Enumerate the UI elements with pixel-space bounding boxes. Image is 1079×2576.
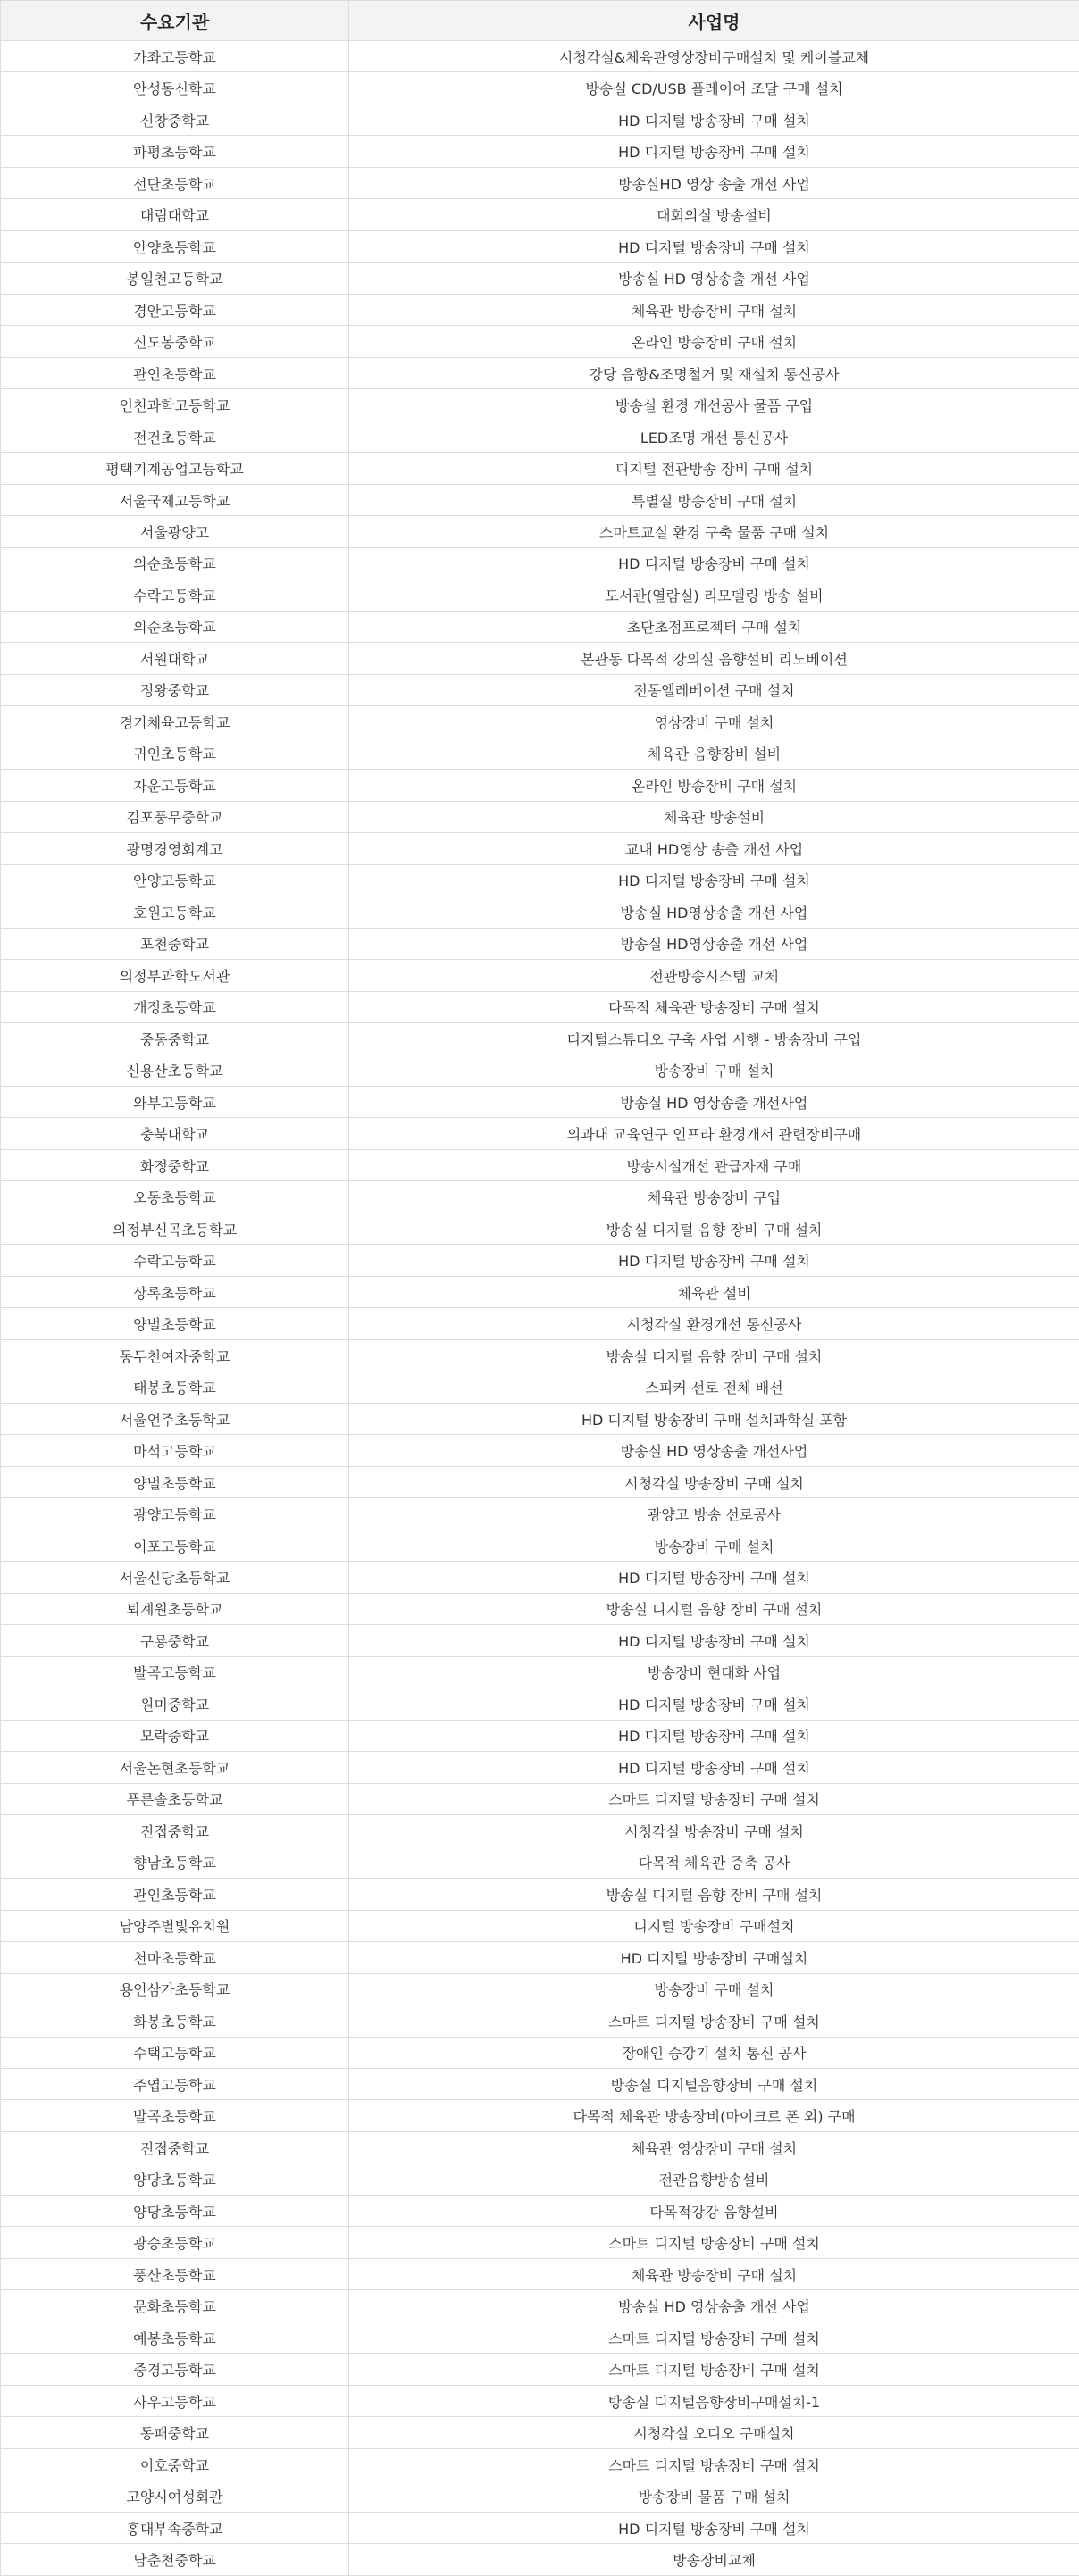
- table-row: [1, 579, 1079, 611]
- project-cell: HD 디지털 방송장비 구매 설치: [349, 1625, 1079, 1656]
- agency-cell: 관인초등학교: [1, 357, 349, 388]
- agency-cell: 고양시여성회관: [1, 2480, 349, 2512]
- table-row: [1, 674, 1079, 705]
- table-row: [1, 706, 1079, 738]
- table-row: [1, 1308, 1079, 1339]
- agency-cell: 귀인초등학교: [1, 738, 349, 769]
- project-cell: 다목적 체육관 방송장비 구매 설치: [349, 991, 1079, 1022]
- project-cell: 장애인 승강기 설치 통신 공사: [349, 2037, 1079, 2068]
- project-cell: 방송장비 구매 설치: [349, 1055, 1079, 1086]
- table-row: [1, 960, 1079, 991]
- table-row: [1, 611, 1079, 642]
- project-cell: 방송실 HD영상송출 개선 사업: [349, 928, 1079, 959]
- project-cell: 의과대 교육연구 인프라 환경개서 관련장비구매: [349, 1118, 1079, 1149]
- project-cell: 디지털스튜디오 구축 사업 시행 - 방송장비 구입: [349, 1023, 1079, 1055]
- project-cell: 방송시설개선 관급자재 구매: [349, 1149, 1079, 1180]
- agency-cell: 신창중학교: [1, 104, 349, 135]
- agency-cell: 전건초등학교: [1, 421, 349, 452]
- project-cell: HD 디지털 방송장비 구매 설치과학실 포함: [349, 1403, 1079, 1434]
- table-row: [1, 263, 1079, 294]
- agency-cell: 상록초등학교: [1, 1276, 349, 1307]
- agency-cell: 태봉초등학교: [1, 1371, 349, 1403]
- project-cell: 스마트 디지털 방송장비 구매 설치: [349, 2005, 1079, 2037]
- agency-cell: 정왕중학교: [1, 674, 349, 705]
- project-cell: 스마트교실 환경 구축 물품 구매 설치: [349, 516, 1079, 547]
- table-row: [1, 1720, 1079, 1751]
- project-cell: 방송실 디지털음향장비구매설치-1: [349, 2385, 1079, 2416]
- table-row: [1, 136, 1079, 167]
- project-cell: HD 디지털 방송장비 구매 설치: [349, 1720, 1079, 1751]
- table-row: [1, 1973, 1079, 2005]
- agency-cell: 예봉초등학교: [1, 2322, 349, 2353]
- agency-cell: 안양고등학교: [1, 864, 349, 896]
- project-cell: 방송장비 구매 설치: [349, 1973, 1079, 2005]
- project-cell: 시청각실&체육관영상장비구매설치 및 케이블교체: [349, 41, 1079, 72]
- table-row: [1, 991, 1079, 1022]
- table-row: [1, 1055, 1079, 1086]
- table-row: [1, 1688, 1079, 1720]
- project-cell: HD 디지털 방송장비 구매 설치: [349, 547, 1079, 579]
- agency-cell: 서원대학교: [1, 643, 349, 674]
- agency-cell: 와부고등학교: [1, 1086, 349, 1117]
- table-row: [1, 2100, 1079, 2131]
- table-row: [1, 2385, 1079, 2416]
- table-row: [1, 2069, 1079, 2100]
- table-row: [1, 770, 1079, 801]
- agency-cell: 안양초등학교: [1, 230, 349, 262]
- project-cell: 스마트 디지털 방송장비 구매 설치: [349, 2448, 1079, 2480]
- table-row: [1, 2480, 1079, 2512]
- project-cell: 디지털 방송장비 구매설치: [349, 1910, 1079, 1941]
- table-row: [1, 1910, 1079, 1941]
- table-body: [1, 41, 1079, 2576]
- agency-cell: 발곡고등학교: [1, 1656, 349, 1688]
- table-row: [1, 2512, 1079, 2543]
- project-cell: HD 디지털 방송장비 구매 설치: [349, 136, 1079, 167]
- agency-cell: 남양주별빛유치원: [1, 1910, 349, 1941]
- table-row: [1, 1403, 1079, 1434]
- agency-cell: 봉일천고등학교: [1, 263, 349, 294]
- project-cell: 스피커 선로 전체 배선: [349, 1371, 1079, 1403]
- table-row: [1, 72, 1079, 104]
- table-row: [1, 1783, 1079, 1814]
- table-row: [1, 1530, 1079, 1561]
- table-row: [1, 2417, 1079, 2448]
- table-row: [1, 2290, 1079, 2322]
- table-row: [1, 2448, 1079, 2480]
- agency-cell: 진접중학교: [1, 2131, 349, 2163]
- project-cell: 스마트 디지털 방송장비 구매 설치: [349, 2354, 1079, 2385]
- project-cell: 방송실 디지털 음향 장비 구매 설치: [349, 1339, 1079, 1371]
- agency-cell: 광양고등학교: [1, 1498, 349, 1530]
- table-row: [1, 896, 1079, 928]
- table-row: [1, 1245, 1079, 1276]
- project-cell: 체육관 방송장비 구입: [349, 1181, 1079, 1213]
- agency-cell: 평택기계공업고등학교: [1, 453, 349, 484]
- table-row: [1, 2544, 1079, 2575]
- agency-cell: 광승초등학교: [1, 2227, 349, 2258]
- project-cell: 영상장비 구매 설치: [349, 706, 1079, 738]
- table-row: [1, 516, 1079, 547]
- project-cell: 본관동 다목적 강의실 음향설비 리노베이션: [349, 643, 1079, 674]
- project-cell: 체육관 방송설비: [349, 801, 1079, 832]
- project-cell: HD 디지털 방송장비 구매 설치: [349, 1245, 1079, 1276]
- project-cell: 방송장비 구매 설치: [349, 1530, 1079, 1561]
- project-cell: 온라인 방송장비 구매 설치: [349, 326, 1079, 357]
- agency-cell: 양벌초등학교: [1, 1308, 349, 1339]
- table-row: [1, 2131, 1079, 2163]
- table-row: [1, 2322, 1079, 2353]
- project-cell: 방송실 HD 영상송출 개선 사업: [349, 2290, 1079, 2322]
- project-cell: 체육관 설비: [349, 1276, 1079, 1307]
- table-row: [1, 1339, 1079, 1371]
- table-row: [1, 738, 1079, 769]
- agency-cell: 서울신당초등학교: [1, 1562, 349, 1593]
- agency-cell: 김포풍무중학교: [1, 801, 349, 832]
- table-row: [1, 1942, 1079, 1973]
- agency-cell: 신용산초등학교: [1, 1055, 349, 1086]
- header-agency: 수요기관: [1, 1, 349, 41]
- table-row: [1, 1815, 1079, 1847]
- header-project: 사업명: [349, 1, 1079, 41]
- project-cell: 체육관 방송장비 구매 설치: [349, 2258, 1079, 2289]
- project-cell: 교내 HD영상 송출 개선 사업: [349, 833, 1079, 864]
- agency-cell: 서울언주초등학교: [1, 1403, 349, 1434]
- table-row: [1, 833, 1079, 864]
- table-row: [1, 928, 1079, 959]
- agency-cell: 발곡초등학교: [1, 2100, 349, 2131]
- agency-cell: 화봉초등학교: [1, 2005, 349, 2037]
- project-cell: 방송장비 현대화 사업: [349, 1656, 1079, 1688]
- agency-cell: 천마초등학교: [1, 1942, 349, 1973]
- table-row: [1, 484, 1079, 515]
- agency-cell: 문화초등학교: [1, 2290, 349, 2322]
- project-cell: 전관음향방송설비: [349, 2163, 1079, 2195]
- table-row: [1, 1752, 1079, 1783]
- table-row: [1, 167, 1079, 198]
- table-row: [1, 643, 1079, 674]
- table-row: [1, 2258, 1079, 2289]
- project-cell: 시청각실 방송장비 구매 설치: [349, 1466, 1079, 1497]
- agency-cell: 푸른솔초등학교: [1, 1783, 349, 1814]
- header-row: [1, 1, 1079, 41]
- project-cell: HD 디지털 방송장비 구매 설치: [349, 230, 1079, 262]
- table-row: [1, 1371, 1079, 1403]
- agency-cell: 신도봉중학교: [1, 326, 349, 357]
- project-cell: 방송실 HD 영상송출 개선사업: [349, 1086, 1079, 1117]
- table-row: [1, 421, 1079, 452]
- agency-cell: 모락중학교: [1, 1720, 349, 1751]
- project-cell: 방송실 디지털 음향 장비 구매 설치: [349, 1593, 1079, 1624]
- project-cell: 체육관 영상장비 구매 설치: [349, 2131, 1079, 2163]
- table-row: [1, 326, 1079, 357]
- project-cell: 강당 음향&조명철거 및 재설치 통신공사: [349, 357, 1079, 388]
- agency-cell: 경기체육고등학교: [1, 706, 349, 738]
- project-cell: 체육관 방송장비 구매 설치: [349, 294, 1079, 325]
- agency-cell: 수락고등학교: [1, 579, 349, 611]
- project-cell: 초단초점프로젝터 구매 설치: [349, 611, 1079, 642]
- table-row: [1, 1656, 1079, 1688]
- agency-cell: 포천중학교: [1, 928, 349, 959]
- table-row: [1, 2354, 1079, 2385]
- table-row: [1, 453, 1079, 484]
- project-cell: 방송장비 물품 구매 설치: [349, 2480, 1079, 2512]
- agency-cell: 안성동신학교: [1, 72, 349, 104]
- project-cell: 도서관(열람실) 리모델링 방송 설비: [349, 579, 1079, 611]
- table-row: [1, 1118, 1079, 1149]
- agency-cell: 수락고등학교: [1, 1245, 349, 1276]
- table-row: [1, 1466, 1079, 1497]
- project-cell: 방송실 HD 영상송출 개선사업: [349, 1435, 1079, 1466]
- agency-cell: 동두천여자중학교: [1, 1339, 349, 1371]
- table-row: [1, 199, 1079, 230]
- agency-cell: 오동초등학교: [1, 1181, 349, 1213]
- agency-cell: 서울광양고: [1, 516, 349, 547]
- agency-cell: 화정중학교: [1, 1149, 349, 1180]
- agency-cell: 이포고등학교: [1, 1530, 349, 1561]
- project-cell: 시청각실 방송장비 구매 설치: [349, 1815, 1079, 1847]
- agency-cell: 의순초등학교: [1, 547, 349, 579]
- agency-cell: 서울논현초등학교: [1, 1752, 349, 1783]
- project-cell: 방송실 디지털음향장비 구매 설치: [349, 2069, 1079, 2100]
- agency-cell: 원미중학교: [1, 1688, 349, 1720]
- table-row: [1, 294, 1079, 325]
- table-row: [1, 104, 1079, 135]
- table-row: [1, 2195, 1079, 2226]
- agency-cell: 관인초등학교: [1, 1879, 349, 1910]
- agency-cell: 퇴계원초등학교: [1, 1593, 349, 1624]
- project-cell: 전관방송시스템 교체: [349, 960, 1079, 991]
- agency-cell: 자운고등학교: [1, 770, 349, 801]
- table-row: [1, 864, 1079, 896]
- project-cell: 방송실 HD 영상송출 개선 사업: [349, 263, 1079, 294]
- table-row: [1, 1181, 1079, 1213]
- agency-cell: 마석고등학교: [1, 1435, 349, 1466]
- table-row: [1, 1562, 1079, 1593]
- agency-cell: 충북대학교: [1, 1118, 349, 1149]
- project-cell: HD 디지털 방송장비 구매 설치: [349, 104, 1079, 135]
- table-row: [1, 1498, 1079, 1530]
- project-cell: HD 디지털 방송장비 구매 설치: [349, 1562, 1079, 1593]
- project-cell: 방송실HD 영상 송출 개선 사업: [349, 167, 1079, 198]
- agency-cell: 사우고등학교: [1, 2385, 349, 2416]
- project-cell: HD 디지털 방송장비 구매 설치: [349, 2512, 1079, 2543]
- table-row: [1, 389, 1079, 421]
- agency-cell: 선단초등학교: [1, 167, 349, 198]
- project-cell: 스마트 디지털 방송장비 구매 설치: [349, 2227, 1079, 2258]
- table-row: [1, 2227, 1079, 2258]
- project-cell: 방송실 디지털 음향 장비 구매 설치: [349, 1879, 1079, 1910]
- agency-cell: 파평초등학교: [1, 136, 349, 167]
- table-row: [1, 1086, 1079, 1117]
- agency-cell: 풍산초등학교: [1, 2258, 349, 2289]
- project-cell: 방송장비교체: [349, 2544, 1079, 2575]
- agency-cell: 대림대학교: [1, 199, 349, 230]
- agency-cell: 남춘천중학교: [1, 2544, 349, 2575]
- table-row: [1, 1847, 1079, 1878]
- project-cell: 디지털 전관방송 장비 구매 설치: [349, 453, 1079, 484]
- table-row: [1, 1276, 1079, 1307]
- table-row: [1, 230, 1079, 262]
- table-row: [1, 2163, 1079, 2195]
- project-cell: 방송실 환경 개선공사 물품 구입: [349, 389, 1079, 421]
- agency-cell: 동패중학교: [1, 2417, 349, 2448]
- agency-cell: 진접중학교: [1, 1815, 349, 1847]
- project-cell: HD 디지털 방송장비 구매 설치: [349, 1752, 1079, 1783]
- agency-cell: 향남초등학교: [1, 1847, 349, 1878]
- agency-cell: 중경고등학교: [1, 2354, 349, 2385]
- project-cell: 시청각실 오디오 구매설치: [349, 2417, 1079, 2448]
- project-cell: 광양고 방송 선로공사: [349, 1498, 1079, 1530]
- project-cell: 대회의실 방송설비: [349, 199, 1079, 230]
- table-row: [1, 2037, 1079, 2068]
- agency-cell: 의정부신곡초등학교: [1, 1213, 349, 1244]
- agency-cell: 홍대부속중학교: [1, 2512, 349, 2543]
- project-cell: HD 디지털 방송장비 구매 설치: [349, 1688, 1079, 1720]
- agency-cell: 개정초등학교: [1, 991, 349, 1022]
- table-row: [1, 801, 1079, 832]
- table-row: [1, 1435, 1079, 1466]
- project-cell: 특별실 방송장비 구매 설치: [349, 484, 1079, 515]
- table-row: [1, 41, 1079, 72]
- agency-cell: 이호중학교: [1, 2448, 349, 2480]
- agency-cell: 의정부과학도서관: [1, 960, 349, 991]
- project-cell: 스마트 디지털 방송장비 구매 설치: [349, 2322, 1079, 2353]
- project-cell: 다목적강강 음향설비: [349, 2195, 1079, 2226]
- project-cell: HD 디지털 방송장비 구매 설치: [349, 864, 1079, 896]
- project-cell: HD 디지털 방송장비 구매설치: [349, 1942, 1079, 1973]
- table-row: [1, 2005, 1079, 2037]
- table-row: [1, 1879, 1079, 1910]
- agency-cell: 양당초등학교: [1, 2163, 349, 2195]
- agency-cell: 가좌고등학교: [1, 41, 349, 72]
- table-row: [1, 1593, 1079, 1624]
- agency-cell: 인천과학고등학교: [1, 389, 349, 421]
- table-row: [1, 357, 1079, 388]
- table-row: [1, 1213, 1079, 1244]
- agency-cell: 의순초등학교: [1, 611, 349, 642]
- agency-cell: 양당초등학교: [1, 2195, 349, 2226]
- table-row: [1, 1023, 1079, 1055]
- agency-cell: 호원고등학교: [1, 896, 349, 928]
- agency-cell: 광명경영회계고: [1, 833, 349, 864]
- table-row: [1, 1625, 1079, 1656]
- project-cell: 다목적 체육관 증축 공사: [349, 1847, 1079, 1878]
- project-cell: 시청각실 환경개선 통신공사: [349, 1308, 1079, 1339]
- table-row: [1, 1149, 1079, 1180]
- agency-cell: 양벌초등학교: [1, 1466, 349, 1497]
- agency-cell: 주엽고등학교: [1, 2069, 349, 2100]
- agency-cell: 수택고등학교: [1, 2037, 349, 2068]
- project-cell: LED조명 개선 통신공사: [349, 421, 1079, 452]
- project-cell: 방송실 CD/USB 플레이어 조달 구매 설치: [349, 72, 1079, 104]
- agency-cell: 구룡중학교: [1, 1625, 349, 1656]
- project-cell: 체육관 음향장비 설비: [349, 738, 1079, 769]
- table-row: [1, 547, 1079, 579]
- project-cell: 온라인 방송장비 구매 설치: [349, 770, 1079, 801]
- project-cell: 스마트 디지털 방송장비 구매 설치: [349, 1783, 1079, 1814]
- project-cell: 전동엘레베이션 구매 설치: [349, 674, 1079, 705]
- agency-cell: 경안고등학교: [1, 294, 349, 325]
- project-cell: 방송실 HD영상송출 개선 사업: [349, 896, 1079, 928]
- project-cell: 방송실 디지털 음향 장비 구매 설치: [349, 1213, 1079, 1244]
- agency-cell: 서울국제고등학교: [1, 484, 349, 515]
- agency-cell: 중동중학교: [1, 1023, 349, 1055]
- project-cell: 다목적 체육관 방송장비(마이크로 폰 외) 구매: [349, 2100, 1079, 2131]
- agency-cell: 용인삼가초등학교: [1, 1973, 349, 2005]
